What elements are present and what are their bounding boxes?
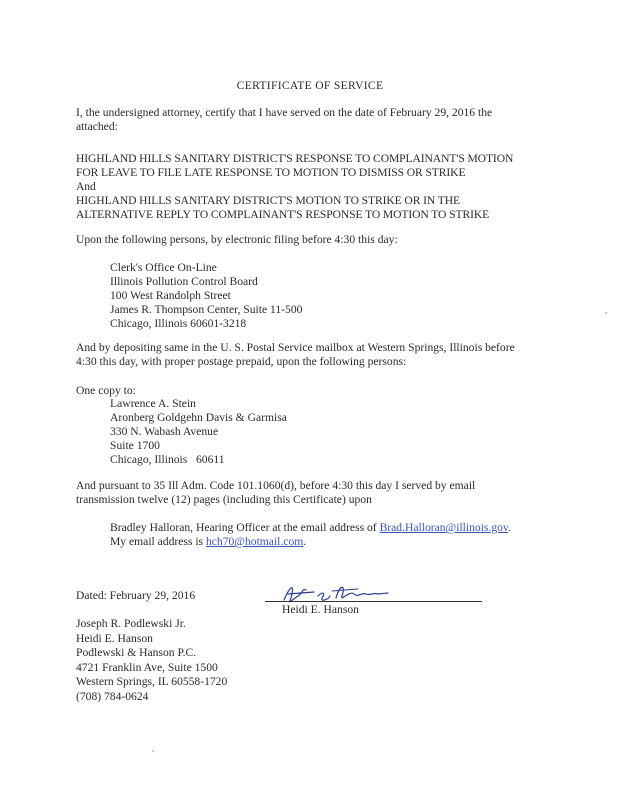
firm-line: (708) 784-0624 <box>76 689 149 703</box>
intro-line-1: I, the undersigned attorney, certify that I have served on the date of February 29, 2016 the <box>76 106 493 119</box>
scan-speck <box>605 312 607 314</box>
email-service-paragraph <box>76 479 475 507</box>
mail-service-paragraph <box>76 341 515 369</box>
my-email-text: My email address is <box>110 535 206 548</box>
document-line-2: FOR LEAVE TO FILE LATE RESPONSE TO MOTION TO DISMISS OR STRIKE <box>76 166 466 179</box>
hearing-officer-line <box>110 521 511 535</box>
my-email-end: . <box>303 535 307 548</box>
mail-intro-line-2: 4:30 this day, with proper postage prepaid, upon the following persons: <box>76 355 407 368</box>
one-copy-label: One copy to: <box>76 384 136 397</box>
stein-address-block <box>110 397 287 467</box>
email-intro-line-1: And pursuant to 35 Ill Adm. Code 101.1060(d), before 4:30 this day I served by email <box>76 479 476 492</box>
firm-line: Joseph R. Podlewski Jr. <box>76 617 186 630</box>
scan-speck <box>152 750 154 752</box>
electronic-filing-intro: Upon the following persons, by electronic filing before 4:30 this day: <box>76 233 398 246</box>
stein-address-line: Aronberg Goldgehn Davis & Garmisa <box>110 411 287 424</box>
clerk-address-line: 100 West Randolph Street <box>110 289 231 302</box>
mail-intro-line-1: And by depositing same in the U. S. Postal Service mailbox at Western Springs, Illinois before <box>76 341 515 354</box>
document-line-5: ALTERNATIVE REPLY TO COMPLAINANT'S RESPONSE TO MOTION TO STRIKE <box>76 208 490 221</box>
hearing-officer-text: Bradley Halloran, Hearing Officer at the email address of <box>110 521 380 534</box>
clerk-address-line: Clerk's Office On-Line <box>110 261 217 274</box>
signature-name: Heidi E. Hanson <box>282 603 359 616</box>
hearing-officer-end: . <box>507 521 511 534</box>
email-intro-line-2: transmission twelve (12) pages (including this Certificate) upon <box>76 493 372 506</box>
document-line-4: HIGHLAND HILLS SANITARY DISTRICT'S MOTION TO STRIKE OR IN THE <box>76 194 460 207</box>
clerk-address-line: Illinois Pollution Control Board <box>110 275 258 288</box>
firm-line: 4721 Franklin Ave, Suite 1500 <box>76 660 218 674</box>
signature-line <box>265 601 482 602</box>
firm-line: Western Springs, IL 60558-1720 <box>76 675 228 689</box>
firm-contact-block <box>76 617 227 705</box>
clerk-address-line: James R. Thompson Center, Suite 11-500 <box>110 303 303 316</box>
served-documents <box>76 152 513 222</box>
hearing-officer-email-link[interactable]: Brad.Halloran@illinois.gov <box>379 521 508 534</box>
hearing-officer-block <box>110 521 511 549</box>
clerk-address-line: Chicago, Illinois 60601-3218 <box>110 317 247 330</box>
firm-line: Heidi E. Hanson <box>76 631 153 645</box>
stein-address-line: 330 N. Wabash Avenue <box>110 425 219 438</box>
document-line-3: And <box>76 180 96 193</box>
stein-address-line: Lawrence A. Stein <box>110 397 196 410</box>
intro-line-2: attached: <box>76 120 118 133</box>
document-line-1: HIGHLAND HILLS SANITARY DISTRICT'S RESPONSE TO COMPLAINANT'S MOTION <box>76 152 514 165</box>
my-email-line <box>110 535 511 549</box>
my-email-link[interactable]: hch70@hotmail.com <box>205 535 304 548</box>
clerk-address-block <box>110 261 302 331</box>
stein-address-line: Chicago, Illinois 60611 <box>110 453 225 466</box>
page-title: CERTIFICATE OF SERVICE <box>236 79 384 92</box>
stein-address-line: Suite 1700 <box>110 439 160 452</box>
intro-paragraph <box>76 106 492 134</box>
firm-line: Podlewski & Hanson P.C. <box>76 646 197 660</box>
date-line: Dated: February 29, 2016 <box>76 589 196 602</box>
